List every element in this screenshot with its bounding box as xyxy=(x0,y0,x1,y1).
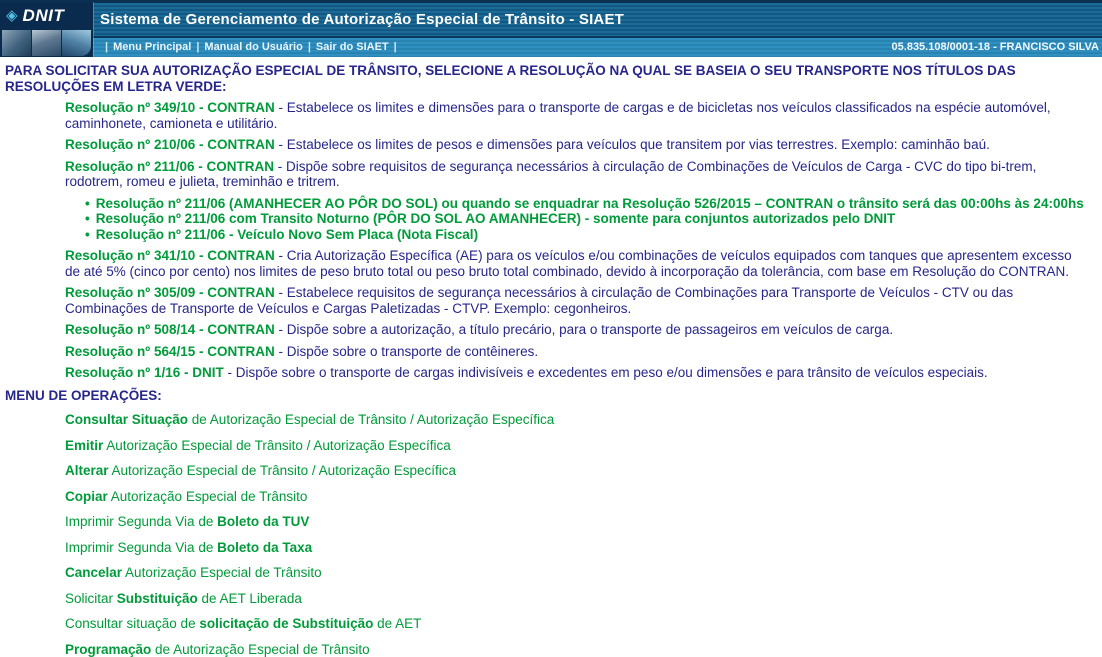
operation-link[interactable] xyxy=(65,514,1090,530)
main-content xyxy=(0,57,1102,657)
user-identification: 05.835.108/0001-18 - FRANCISCO SILVA xyxy=(892,40,1099,56)
menu-separator: | xyxy=(308,41,311,53)
menu-separator: | xyxy=(105,41,108,53)
resolution-description: - Dispõe sobre a autorização, a título precário, para o transporte de passageiros em veículos de carga. xyxy=(275,322,893,337)
operations-list xyxy=(65,412,1090,657)
operation-text-segment: Imprimir Segunda Via de xyxy=(65,514,217,529)
operation-link[interactable] xyxy=(65,438,1090,454)
operation-link[interactable] xyxy=(65,412,1090,428)
resolution-item xyxy=(65,137,1090,153)
resolution-sub-options xyxy=(85,196,1090,243)
menu-item-manual-do-usuario[interactable]: Manual do Usuário xyxy=(204,41,302,53)
operation-text-segment: Boleto da Taxa xyxy=(217,540,312,555)
resolution-link[interactable]: Resolução nº 341/10 - CONTRAN xyxy=(65,248,275,263)
resolution-item xyxy=(65,248,1090,279)
operation-text-segment: Emitir xyxy=(65,438,103,453)
resolution-item xyxy=(65,285,1090,316)
operation-link[interactable] xyxy=(65,463,1090,479)
title-band xyxy=(0,0,1102,36)
resolution-link[interactable]: Resolução nº 1/16 - DNIT xyxy=(65,365,224,380)
operation-text-segment: de AET Liberada xyxy=(198,591,302,606)
app-title: Sistema de Gerenciamento de Autorização Especial de Trânsito - SIAET xyxy=(100,12,624,28)
operation-text-segment: Cancelar xyxy=(65,565,122,580)
resolution-item xyxy=(65,100,1090,131)
logo-photo-road-1 xyxy=(2,30,31,56)
operation-text-segment: Imprimir Segunda Via de xyxy=(65,540,217,555)
operation-link[interactable] xyxy=(65,591,1090,607)
header xyxy=(0,0,1102,57)
resolution-link[interactable]: Resolução nº 508/14 - CONTRAN xyxy=(65,322,275,337)
dnit-logo[interactable] xyxy=(0,2,93,57)
menu-separator: | xyxy=(196,41,199,53)
resolution-item xyxy=(65,322,1090,338)
operation-text-segment: Consultar Situação xyxy=(65,412,188,427)
operation-text-segment: Autorização Especial de Trânsito xyxy=(108,489,308,504)
logo-photo-strip xyxy=(2,30,91,56)
resolution-item xyxy=(65,365,1090,381)
resolution-description: - Cria Autorização Específica (AE) para os veículos e/ou combinações de veículos equipados com tanques que apresentem excesso de até 5% (cinco por cento) nos limites de peso bruto total ou peso bruto total combinado, devido à incorporação da tolerância, com base em Resolução do CONTRAN. xyxy=(65,248,1072,279)
operation-text-segment: Boleto da TUV xyxy=(217,514,309,529)
resolution-sub-option-link[interactable]: • Resolução nº 211/06 (AMANHECER AO PÔR DO SOL) ou quando se enquadrar na Resolução 526/2015 – CONTRAN o trânsito será das 00:00hs às 24:00hs xyxy=(85,196,1090,212)
operation-text-segment: Autorização Especial de Trânsito xyxy=(122,565,322,580)
resolution-description: - Estabelece os limites e dimensões para o transporte de cargas e de bicicletas nos veículos classificados na espécie automóvel, caminhonete, camioneta e utilitário. xyxy=(65,100,1051,131)
resolution-description: - Dispõe sobre requisitos de segurança necessários à circulação de Combinações de Veículos de Carga - CVC do tipo bi-trem, rodotrem, romeu e julieta, treminhão e tritrem. xyxy=(65,159,1036,190)
operation-link[interactable] xyxy=(65,565,1090,581)
dnit-logo-top xyxy=(0,2,93,29)
resolution-link[interactable]: Resolução nº 210/06 - CONTRAN xyxy=(65,137,275,152)
operations-heading: MENU DE OPERAÇÕES: xyxy=(5,388,1090,404)
operation-text-segment: Alterar xyxy=(65,463,109,478)
resolutions-list xyxy=(65,100,1090,381)
resolution-link[interactable]: Resolução nº 305/09 - CONTRAN xyxy=(65,285,275,300)
operation-text-segment: Copiar xyxy=(65,489,108,504)
operation-text-segment: Consultar situação de xyxy=(65,616,199,631)
resolution-description: - Dispõe sobre o transporte de cargas indivisíveis e excedentes em peso e/ou dimensões e para trânsito de veículos especiais. xyxy=(224,365,988,380)
resolution-sub-option-link[interactable]: • Resolução nº 211/06 com Transito Noturno (PÔR DO SOL AO AMANHECER) - somente para conjuntos autorizados pelo DNIT xyxy=(85,211,1090,227)
logo-photo-road-2 xyxy=(32,30,61,56)
resolution-item xyxy=(65,159,1090,190)
operation-text-segment: solicitação de Substituição xyxy=(199,616,373,631)
resolution-description: - Estabelece requisitos de segurança necessários à circulação de Combinações para Transporte de Veículos - CTV ou das Combinações de Transporte de Veículos e Cargas Paletizadas - CTVP. Exemplo: cegonheiros. xyxy=(65,285,1013,316)
dnit-logo-text: DNIT xyxy=(23,8,65,24)
resolution-sub-option-link[interactable]: • Resolução nº 211/06 - Veículo Novo Sem Placa (Nota Fiscal) xyxy=(85,227,1090,243)
header-menu xyxy=(100,40,402,56)
operation-link[interactable] xyxy=(65,642,1090,657)
menu-band xyxy=(0,36,1102,57)
operation-text-segment: de AET xyxy=(373,616,421,631)
operation-text-segment: Autorização Especial de Trânsito / Autorização Específica xyxy=(103,438,450,453)
operation-link[interactable] xyxy=(65,540,1090,556)
resolution-link[interactable]: Resolução nº 564/15 - CONTRAN xyxy=(65,344,275,359)
menu-item-menu-principal[interactable]: Menu Principal xyxy=(113,41,191,53)
resolution-description: - Estabelece os limites de pesos e dimensões para veículos que transitem por vias terrestres. Exemplo: caminhão baú. xyxy=(275,137,990,152)
operation-text-segment: Programação xyxy=(65,642,151,657)
operation-text-segment: de Autorização Especial de Trânsito xyxy=(151,642,369,657)
resolution-link[interactable]: Resolução nº 349/10 - CONTRAN xyxy=(65,100,275,115)
operation-text-segment: Autorização Especial de Trânsito / Autorização Específica xyxy=(109,463,456,478)
logo-photo-road-3 xyxy=(62,30,91,56)
intro-heading: PARA SOLICITAR SUA AUTORIZAÇÃO ESPECIAL DE TRÂNSITO, SELECIONE A RESOLUÇÃO NA QUAL SE BASEIA O SEU TRANSPORTE NOS TÍTULOS DAS RESOLUÇÕES EM LETRA VERDE: xyxy=(5,63,1090,94)
operation-link[interactable] xyxy=(65,616,1090,632)
resolution-link[interactable]: Resolução nº 211/06 - CONTRAN xyxy=(65,159,274,174)
resolution-item xyxy=(65,344,1090,360)
operation-text-segment: Substituição xyxy=(117,591,198,606)
operation-text-segment: de Autorização Especial de Trânsito / Autorização Específica xyxy=(188,412,554,427)
resolution-description: - Dispõe sobre o transporte de contêineres. xyxy=(275,344,538,359)
dnit-diamond-icon: ◈ xyxy=(6,8,18,23)
menu-separator: | xyxy=(394,41,397,53)
operation-text-segment: Solicitar xyxy=(65,591,117,606)
menu-item-sair-do-siaet[interactable]: Sair do SIAET xyxy=(316,41,389,53)
operation-link[interactable] xyxy=(65,489,1090,505)
